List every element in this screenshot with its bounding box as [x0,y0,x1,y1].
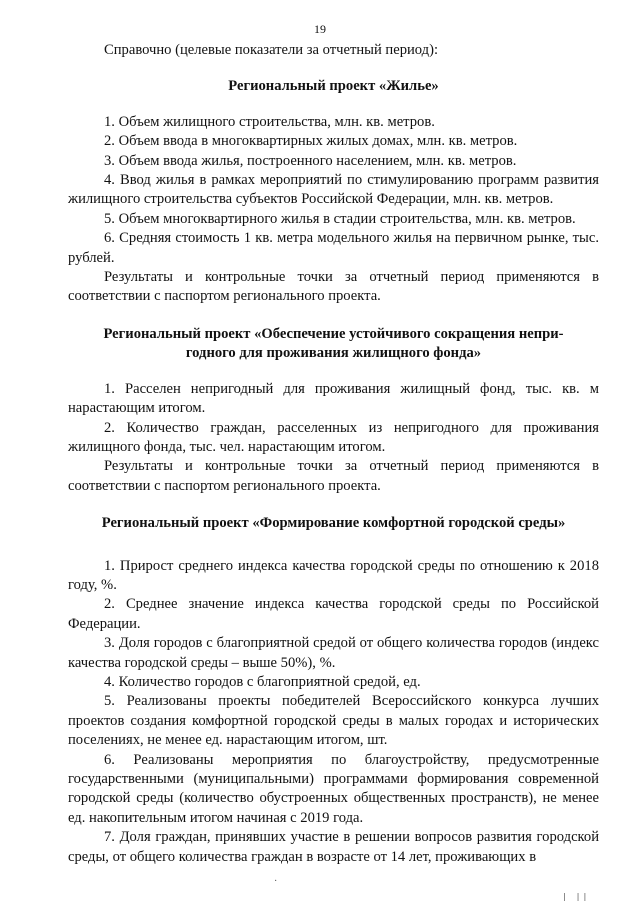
list-item: 2. Объем ввода в многоквартирных жилых домах, млн. кв. метров. [104,133,518,150]
section-title-urban-environment: Региональный проект «Формирование комфортной городской среды» [101,515,566,532]
list-item: 6. Средняя стоимость 1 кв. метра модельного жилья на первичном рынке, тыс. рублей. [68,230,599,266]
list-item: 2. Количество граждан, расселенных из непригодного для проживания жилищного фонда, тыс. чел. нарастающим итогом. [68,419,599,455]
list-item: 1. Прирост среднего индекса качества городской среды по отношению к 2018 году, %. [68,557,599,593]
section-resettlement-items [68,380,599,496]
scan-corner-marks: | || [562,892,590,901]
intro-line: Справочно (целевые показатели за отчетный период): [104,42,439,58]
list-item: 4. Количество городов с благоприятной средой, ед. [104,673,421,690]
section-housing-items [68,113,599,307]
section-title-resettlement [68,325,599,364]
list-item: 5. Реализованы проекты победителей Всероссийского конкурса лучших проектов создания комфортной городской среды в малых городах и исторических поселениях, не менее ед. нарастающим итогом, шт. [68,693,599,749]
list-item: 6. Реализованы мероприятия по благоустройству, предусмотренные государственными (муниципальными) программами формирования современной городской среды (количество обустроенных общественных пространств), не менее ед. накопительным итогом начиная с 2019 года. [68,751,599,826]
section-title-housing: Региональный проект «Жилье» [228,78,439,95]
list-item: 2. Среднее значение индекса качества городской среды по Российской Федерации. [68,596,599,632]
section-note: Результаты и контрольные точки за отчетный период применяются в соответствии с паспортом регионального проекта. [68,269,599,305]
page-number: 19 [314,22,326,36]
list-item: 3. Объем ввода жилья, построенного населением, млн. кв. метров. [104,152,517,169]
list-item: 5. Объем многоквартирного жилья в стадии строительства, млн. кв. метров. [104,210,576,227]
section-title-line: Региональный проект «Обеспечение устойчивого сокращения непри- [103,325,564,342]
list-item: 4. Ввод жилья в рамках мероприятий по стимулированию программ развития жилищного строительства субъектов Российской Федерации, млн. кв. метров. [68,172,599,208]
section-note: Результаты и контрольные точки за отчетный период применяются в соответствии с паспортом регионального проекта. [68,458,599,494]
document-body [68,41,599,867]
section-title-line: годного для проживания жилищного фонда» [185,345,482,362]
scan-speck: · [274,876,278,887]
section-urban-items [68,557,599,868]
list-item: 1. Объем жилищного строительства, млн. кв. метров. [104,113,435,130]
list-item: 1. Расселен непригодный для проживания жилищный фонд, тыс. кв. м нарастающим итогом. [68,380,599,417]
list-item: 3. Доля городов с благоприятной средой от общего количества городов (индекс качества городской среды – выше 50%), %. [68,635,599,671]
list-item: 7. Доля граждан, принявших участие в решении вопросов развития городской среды, от общего количества граждан в возрасте от 14 лет, проживающих в [68,829,599,865]
